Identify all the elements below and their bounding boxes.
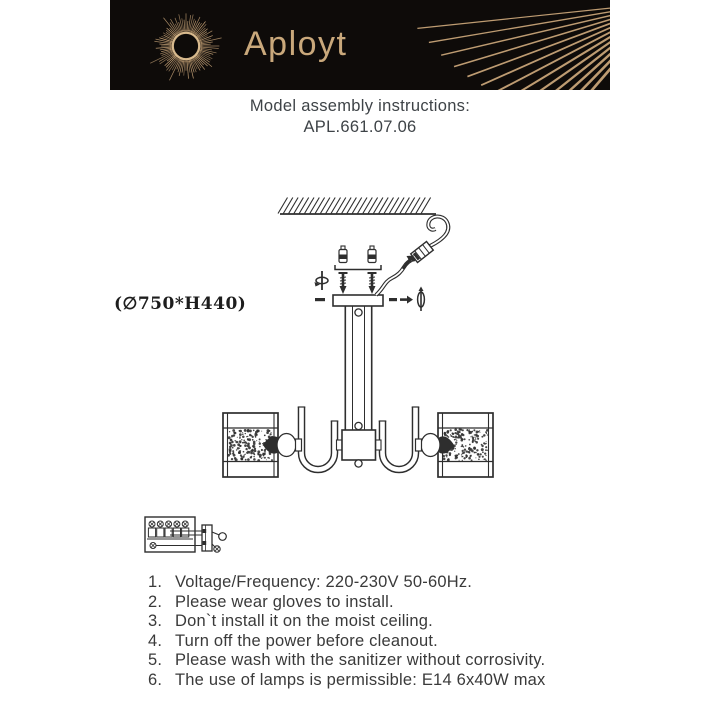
item-text: Voltage/Frequency: 220-230V 50-60Hz. (175, 573, 473, 591)
dash-right (389, 298, 397, 301)
item-text: Please wash with the sanitizer without corrosivity. (175, 651, 546, 670)
model-number: APL.661.07.06 (303, 118, 417, 136)
item-number: 3. (148, 612, 163, 631)
item-text: The use of lamps is permissible: E14 6x40W max (175, 670, 546, 689)
wire-loop-icon (219, 533, 227, 541)
list-item (148, 671, 608, 691)
heading (0, 96, 720, 138)
arrow-right-icon (400, 296, 413, 304)
item-number: 2. (148, 592, 163, 611)
ceiling-hatch (278, 198, 436, 215)
brand-name: Aployt (244, 25, 348, 63)
screw-head-icon (214, 546, 220, 552)
arrow-up-icon (403, 256, 414, 270)
chandelier-body (337, 430, 382, 467)
list-item (148, 612, 608, 632)
mounting-screws (339, 273, 377, 294)
ceiling-plate (315, 287, 424, 312)
hanging-rod (345, 306, 371, 430)
item-number: 4. (148, 631, 163, 650)
brand-banner (110, 0, 610, 90)
item-text: Turn off the power before cleanout. (175, 631, 438, 650)
rotate-icon-right (418, 287, 425, 312)
power-cable (376, 216, 448, 295)
item-number: 5. (148, 651, 163, 670)
item-number: 1. (148, 573, 163, 591)
assembly-diagram (100, 170, 620, 575)
dimension-label: (∅750*H440) (114, 294, 247, 314)
item-text: Don`t install it on the moist ceiling. (175, 612, 433, 631)
alignment-bracket (335, 265, 381, 270)
screw-head-icon (150, 543, 156, 549)
item-number: 6. (148, 670, 163, 689)
list-item (148, 593, 608, 613)
assembly-instructions-title: Model assembly instructions: (249, 97, 471, 115)
wall-anchors (339, 246, 376, 263)
wall-anchor-icon (368, 246, 376, 263)
list-item (148, 651, 608, 671)
banner-rays (417, 2, 610, 90)
wall-anchor-icon (339, 246, 347, 263)
list-item (148, 573, 608, 593)
screw-icon (339, 273, 348, 294)
sunburst-logo-icon (150, 13, 221, 80)
list-item (148, 632, 608, 652)
banner-decor (110, 0, 610, 90)
instructions-list (148, 573, 608, 691)
item-text: Please wear gloves to install. (175, 592, 394, 611)
terminal-block-detail (145, 517, 226, 552)
dash-left (315, 298, 325, 301)
rotate-icon-left (315, 271, 329, 290)
screw-icon (368, 273, 377, 294)
